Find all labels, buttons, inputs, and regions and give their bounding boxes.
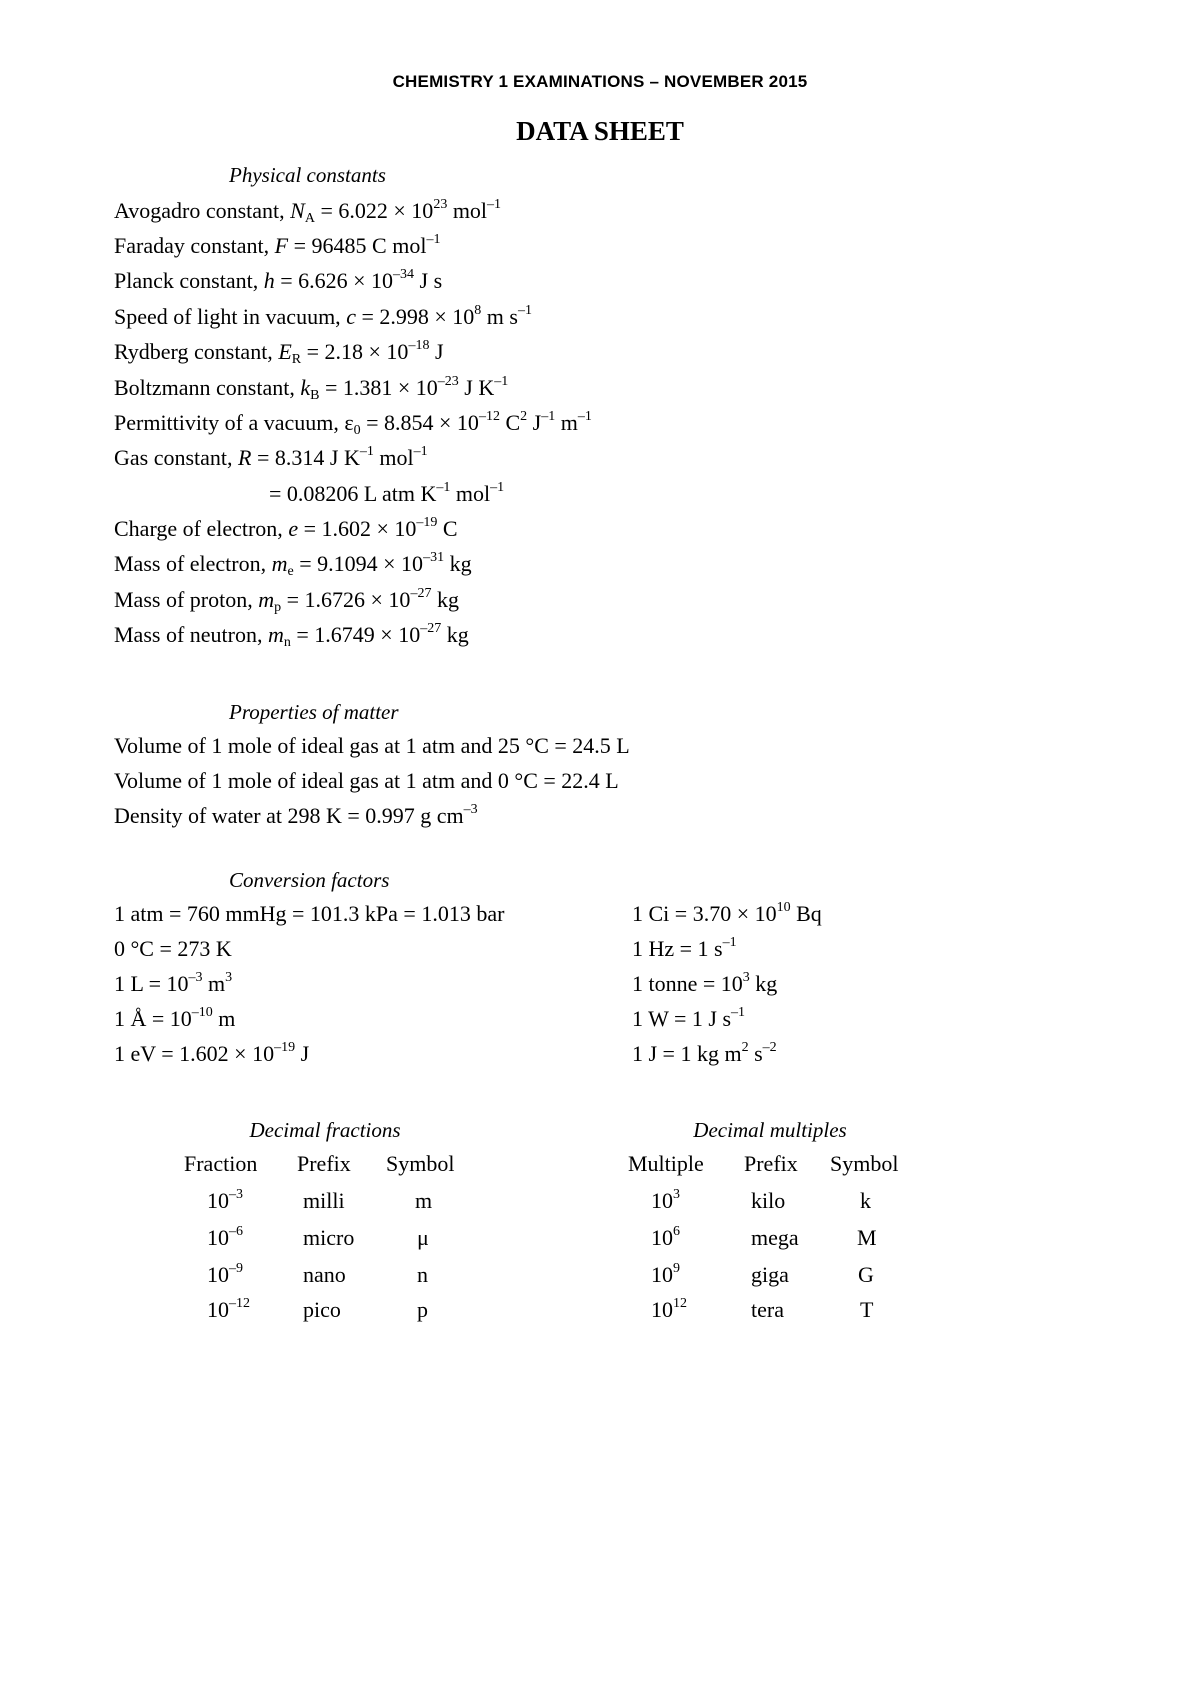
permittivity-of-vacuum: Permittivity of a vacuum, $\varepsilon_0 = 8.854 \times 10^{-12}$ $C^2$ $J^{-1}$ $m^{-1}$ — [114, 409, 592, 438]
prefix-col-header: Prefix — [297, 1151, 351, 1176]
faraday-constant: Faraday constant, F = 96485 C mol$^{-1}$ — [114, 232, 441, 258]
proton-mass: Mass of proton, $m_p = 1.6726 \times 10^{-27}$ kg — [114, 586, 459, 615]
page-header: CHEMISTRY 1 EXAMINATIONS – NOVEMBER 2015 — [392, 72, 808, 91]
fraction-value: $10^{-9}$ — [207, 1261, 243, 1287]
angstrom-conversion: 1 Å = $10^{-10}$ m — [114, 1005, 236, 1031]
multiple-value: $10^3$ — [651, 1187, 680, 1213]
avogadro-constant: Avogadro constant, $N_A = 6.022 \times 10^{23}$ mol$^{-1}$ — [114, 197, 502, 226]
watt-conversion: 1 W = 1 J $s^{-1}$ — [632, 1005, 745, 1031]
water-density: Density of water at 298 K = 0.997 g $cm^{-3}$ — [114, 802, 478, 828]
multiple-symbol: M — [857, 1225, 877, 1250]
speed-of-light: Speed of light in vacuum, $c = 2.998 \times 10^8$ m $s^{-1}$ — [114, 303, 532, 329]
decimal-multiples-heading: Decimal multiples — [693, 1118, 847, 1142]
fraction-symbol: m — [415, 1188, 433, 1213]
fraction-value: $10^{-12}$ — [207, 1296, 250, 1322]
rydberg-constant: Rydberg constant, $E_R = 2.18 \times 10^{-18}$ J — [114, 338, 444, 367]
celsius-conversion: 0 °C = 273 K — [114, 936, 232, 961]
curie-conversion: 1 $Ci = 3.70 \times 10^{10}$ Bq — [632, 900, 822, 926]
boltzmann-constant: Boltzmann constant, $k_B = 1.381 \times 10^{-23}$ J $K^{-1}$ — [114, 374, 509, 403]
multiple-prefix: giga — [751, 1262, 789, 1287]
planck-constant: Planck constant, $h = 6.626 \times 10^{-34}$ J s — [114, 267, 443, 293]
multiple-value: $10^6$ — [651, 1224, 680, 1250]
gas-constant: Gas constant, R = 8.314 J $K^{-1}$ mol$^{-1}$ — [114, 444, 428, 470]
multiple-symbol: G — [858, 1262, 874, 1287]
prefix-col-header: Prefix — [744, 1151, 798, 1176]
fraction-col-header: Fraction — [184, 1151, 258, 1176]
fraction-prefix: milli — [303, 1188, 345, 1213]
conversion-heading: Conversion factors — [229, 868, 390, 892]
multiple-symbol: T — [860, 1297, 874, 1322]
fraction-symbol: n — [417, 1262, 428, 1287]
properties-heading: Properties of matter — [229, 700, 399, 724]
multiple-col-header: Multiple — [628, 1151, 704, 1176]
decimal-fractions-heading: Decimal fractions — [249, 1118, 401, 1142]
multiple-prefix: tera — [751, 1297, 784, 1322]
fraction-symbol: μ — [417, 1225, 429, 1250]
electron-mass: Mass of electron, $m_e = 9.1094 \times 10^{-31}$ kg — [114, 550, 472, 579]
neutron-mass: Mass of neutron, $m_n = 1.6749 \times 10^{-27}$ kg — [114, 621, 469, 650]
molar-volume-0c: Volume of 1 mole of ideal gas at 1 atm and 0 °C = 22.4 L — [114, 768, 619, 793]
multiple-prefix: kilo — [751, 1188, 786, 1213]
tonne-conversion: 1 tonne = $10^3$ kg — [632, 970, 778, 996]
fraction-prefix: micro — [303, 1225, 355, 1250]
atm-conversion: 1 atm = 760 mmHg = 101.3 kPa = 1.013 bar — [114, 901, 505, 926]
page-title: DATA SHEET — [516, 116, 684, 146]
electron-charge: Charge of electron, $e = 1.602 \times 10^{-19}$ C — [114, 515, 458, 541]
fraction-value: $10^{-6}$ — [207, 1224, 243, 1250]
fraction-value: $10^{-3}$ — [207, 1187, 243, 1213]
molar-volume-25c: Volume of 1 mole of ideal gas at 1 atm and 25 °C = 24.5 L — [114, 733, 630, 758]
gas-constant-alt: = 0.08206 L atm $K^{-1}$ mol$^{-1}$ — [269, 480, 505, 506]
fraction-prefix: nano — [303, 1262, 346, 1287]
multiple-symbol: k — [860, 1188, 871, 1213]
symbol-col-header: Symbol — [386, 1151, 455, 1176]
symbol-col-header: Symbol — [830, 1151, 899, 1176]
multiple-value: $10^{12}$ — [651, 1296, 687, 1322]
ev-conversion: 1 eV = $1.602 \times 10^{-19}$ J — [114, 1040, 310, 1066]
multiple-value: $10^9$ — [651, 1261, 680, 1287]
fraction-symbol: p — [417, 1297, 428, 1322]
fraction-prefix: pico — [303, 1297, 341, 1322]
joule-conversion: 1 J = 1 kg $m^2$ $s^{-2}$ — [632, 1040, 777, 1066]
physical-constants-heading: Physical constants — [229, 163, 386, 187]
multiple-prefix: mega — [751, 1225, 799, 1250]
litre-conversion: 1 $L = 10^{-3}$ $m^3$ — [114, 970, 233, 996]
hertz-conversion: 1 Hz = 1 $s^{-1}$ — [632, 935, 737, 961]
